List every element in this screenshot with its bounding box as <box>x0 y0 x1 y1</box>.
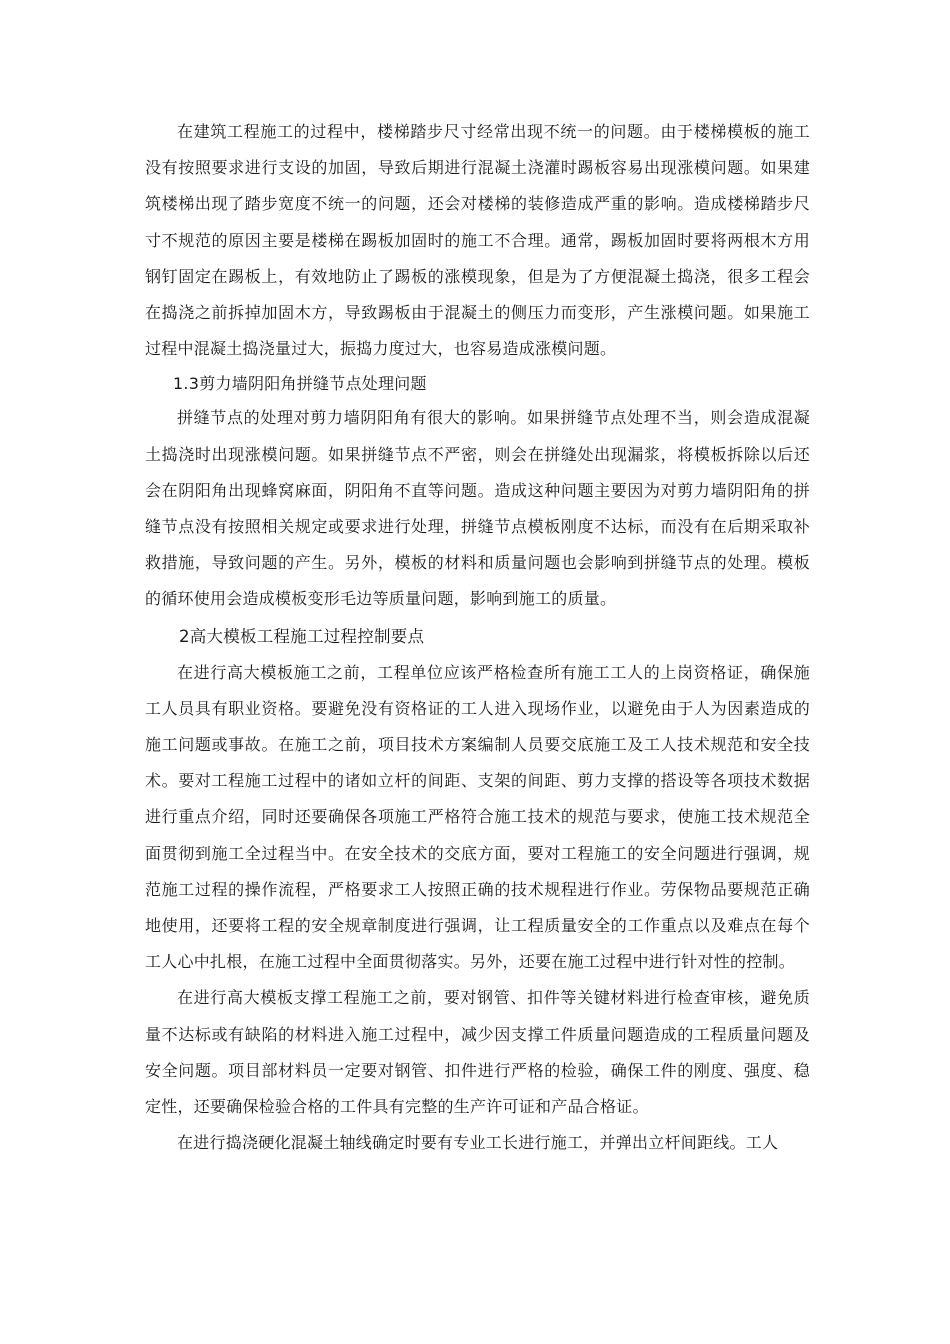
document-body <box>145 114 810 1161</box>
paragraph-stair-tread-issue: 在建筑工程施工的过程中，楼梯踏步尺寸经常出现不统一的问题。由于楼梯模板的施工没有按照要求进行支设的加固，导致后期进行混凝土浇灌时踢板容易出现涨模问题。如果建筑楼梯出现了踏步宽度不统一的问题，还会对楼梯的装修造成严重的影响。造成楼梯踏步尺寸不规范的原因主要是楼梯在踢板加固时的施工不合理。通常，踢板加固时要将两根木方用钢钉固定在踢板上，有效地防止了踢板的涨模现象，但是为了方便混凝土捣浇，很多工程会在捣浇之前拆掉加固木方，导致踢板由于混凝土的侧压力而变形，产生涨模问题。如果施工过程中混凝土捣浇量过大，振捣力度过大，也容易造成涨模问题。 <box>145 122 810 359</box>
paragraph-pre-construction-checks: 在进行高大模板施工之前，工程单位应该严格检查所有施工工人的上岗资格证，确保施工人员具有职业资格。要避免没有资格证的工人进入现场作业，以避免由于人为因素造成的施工问题或事故。在施工之前，项目技术方案编制人员要交底施工及工人技术规范和安全技术。要对工程施工过程中的诸如立杆的间距、支架的间距、剪力支撑的搭设等各项技术数据进行重点介绍，同时还要确保各项施工严格符合施工技术的规范与要求，使施工技术规范全面贯彻到施工全过程当中。在安全技术的交底方面，要对工程施工的安全问题进行强调，规范施工过程的操作流程，严格要求工人按照正确的技术规程进行作业。劳保物品要规范正确地使用，还要将工程的安全规章制度进行强调，让工程质量安全的工作重点以及难点在每个工人心中扎根，在施工过程中全面贯彻落实。另外，还要在施工过程中进行针对性的控制。 <box>145 662 810 972</box>
paragraph-shear-wall-joints: 拼缝节点的处理对剪力墙阴阳角有很大的影响。如果拼缝节点处理不当，则会造成混凝土捣浇时出现涨模问题。如果拼缝节点不严密，则会在拼缝处出现漏浆，将模板拆除以后还会在阴阳角出现蜂窝麻面，阴阳角不直等问题。造成这种问题主要因为对剪力墙阴阳角的拼缝节点没有按照相关规定或要求进行处理，拼缝节点模板刚度不达标，而没有在后期采取补救措施，导致问题的产生。另外，模板的材料和质量问题也会影响到拼缝节点的处理。模板的循环使用会造成模板变形毛边等质量问题，影响到施工的质量。 <box>145 408 810 609</box>
section-heading-2: 2高大模板工程施工过程控制要点 <box>179 626 425 646</box>
section-heading-1-3: 1.3剪力墙阴阳角拼缝节点处理问题 <box>173 374 427 394</box>
paragraph-axis-determination: 在进行捣浇硬化混凝土轴线确定时要有专业工长进行施工，并弹出立杆间距线。工人 <box>177 1133 779 1153</box>
paragraph-material-inspection: 在进行高大模板支撑工程施工之前，要对钢管、扣件等关键材料进行检查审核，避免质量不达标或有缺陷的材料进入施工过程中，减少因支撑工件质量问题造成的工程质量问题及安全问题。项目部材料员一定要对钢管、扣件进行严格的检验，确保工件的刚度、强度、稳定性，还要确保检验合格的工件具有完整的生产许可证和产品合格证。 <box>145 988 810 1117</box>
